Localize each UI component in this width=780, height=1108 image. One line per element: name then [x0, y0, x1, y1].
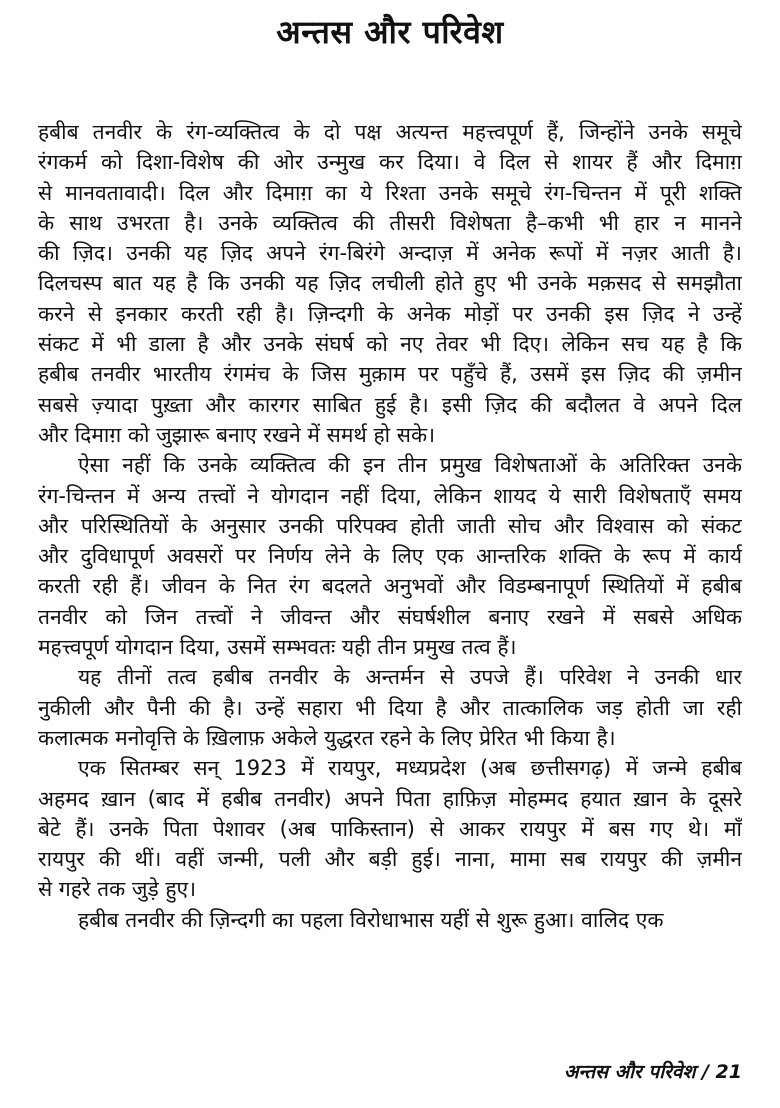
text-line: सबसे ज़्यादा पुख़्ता और कारगर साबित हुई है। इसी ज़िद की बदौलत वे अपने दिल	[38, 392, 742, 417]
text-line: करने से इनकार करती रही है। ज़िन्दगी के अनेक मोड़ों पर उनकी इस ज़िद ने उन्हें	[38, 301, 742, 326]
paragraph	[38, 117, 742, 450]
text-line: महत्त्वपूर्ण योगदान दिया, उसमें सम्भवतः यही तीन प्रमुख तत्व हैं।	[38, 635, 517, 660]
text-line: रंगकर्म को दिशा-विशेष की ओर उन्मुख कर दिया। वे दिल से शायर हैं और दिमाग़	[38, 150, 742, 175]
text-line: के साथ उभरता है। उनके व्यक्तित्व की तीसरी विशेषता है–कभी भी हार न मानने	[38, 210, 742, 235]
page-title: अन्तस और परिवेश	[276, 13, 504, 51]
text-line: दिलचस्प बात यह है कि उनकी यह ज़िद लचीली होते हुए भी उनके मक़सद से समझौता	[38, 271, 742, 296]
paragraph	[38, 450, 742, 662]
text-line: और दुविधापूर्ण अवसरों पर निर्णय लेने के लिए एक आन्तरिक शक्ति के रूप में कार्य	[38, 544, 742, 569]
text-line: संकट में भी डाला है और उनके संघर्ष को नए तेवर भी दिए। लेकिन सच यह है कि	[38, 332, 742, 357]
text-line: हबीब तनवीर भारतीय रंगमंच के जिस मुक़ाम पर पहुँचे हैं, उसमें इस ज़िद की ज़मीन	[38, 362, 742, 387]
text-line: से मानवतावादी। दिल और दिमाग़ का ये रिश्ता उनके समूचे रंग-चिन्तन में पूरी शक्ति	[38, 180, 742, 205]
text-line: से गहरे तक जुड़े हुए।	[38, 877, 197, 902]
text-line: यह तीनों तत्व हबीब तनवीर के अन्तर्मन से उपजे हैं। परिवेश ने उनकी धार	[78, 665, 742, 690]
paragraph	[38, 905, 742, 935]
text-line: ऐसा नहीं कि उनके व्यक्तित्व की इन तीन प्रमुख विशेषताओं के अतिरिक्त उनके	[78, 453, 742, 478]
text-line: और दिमाग़ को जुझारू बनाए रखने में समर्थ हो सके।	[38, 422, 436, 447]
paragraph	[38, 753, 742, 904]
text-line: कलात्मक मनोवृत्ति के ख़िलाफ़ अकेले युद्धरत रहने के लिए प्रेरित भी किया है।	[38, 725, 616, 750]
text-line: करती रही हैं। जीवन के नित रंग बदलते अनुभवों और विडम्बनापूर्ण स्थितियों में हबीब	[38, 574, 742, 599]
body-text	[38, 117, 742, 935]
text-line: की ज़िद। उनकी यह ज़िद अपने रंग-बिरंगे अन्दाज़ में अनेक रूपों में नज़र आती है।	[38, 241, 742, 266]
paragraph	[38, 662, 742, 753]
text-line: और परिस्थितियों के अनुसार उनकी परिपक्व होती जाती सोच और विश्वास को संकट	[38, 513, 742, 538]
text-line: अहमद ख़ान (बाद में हबीब तनवीर) अपने पिता हाफ़िज़ मोहम्मद हयात ख़ान के दूसरे	[38, 786, 742, 811]
text-line: हबीब तनवीर की ज़िन्दगी का पहला विरोधाभास यहीं से शुरू हुआ। वालिद एक	[78, 907, 664, 932]
text-line: हबीब तनवीर के रंग-व्यक्तित्व के दो पक्ष अत्यन्त महत्त्वपूर्ण हैं, जिन्होंने उनके समूचे	[38, 120, 742, 144]
running-footer-page-number: अन्तस और परिवेश / 21	[563, 1061, 742, 1083]
text-line: एक सितम्बर सन् 1923 में रायपुर, मध्यप्रदेश (अब छत्तीसगढ़) में जन्मे हबीब	[78, 756, 742, 781]
text-line: नुकीली और पैनी की है। उन्हें सहारा भी दिया है और तात्कालिक जड़ होती जा रही	[38, 695, 742, 720]
text-line: रंग-चिन्तन में अन्य तत्त्वों ने योगदान नहीं दिया, लेकिन शायद ये सारी विशेषताएँ समय	[38, 483, 742, 508]
text-line: तनवीर को जिन तत्त्वों ने जीवन्त और संघर्षशील बनाए रखने में सबसे अधिक	[38, 604, 742, 629]
text-line: रायपुर की थीं। वहीं जन्मी, पली और बड़ी हुई। नाना, मामा सब रायपुर की ज़मीन	[38, 847, 742, 872]
text-line: बेटे हैं। उनके पिता पेशावर (अब पाकिस्तान) से आकर रायपुर में बस गए थे। माँ	[38, 816, 742, 841]
